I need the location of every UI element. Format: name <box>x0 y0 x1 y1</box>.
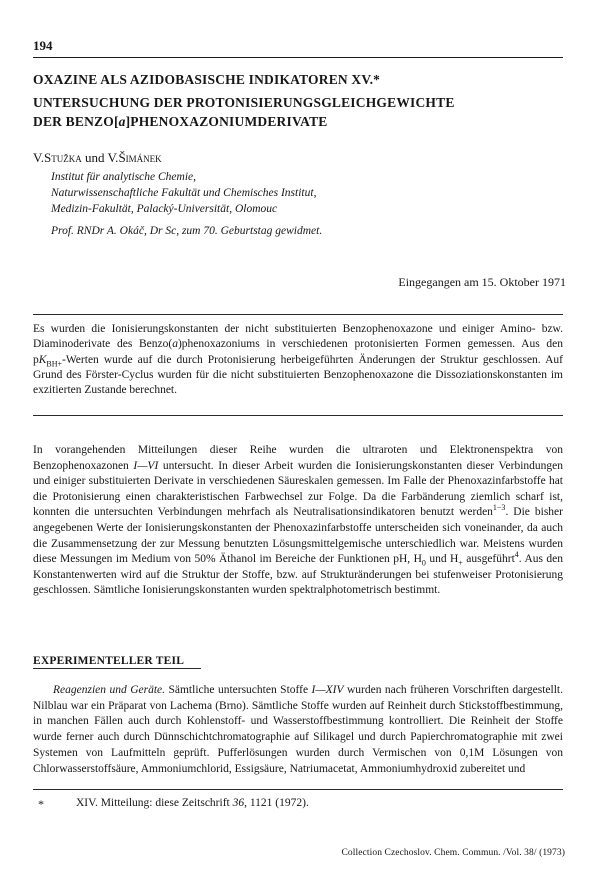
footnote-rule <box>33 789 563 790</box>
author-1-initial: V. <box>33 150 44 165</box>
compound-range: I—VI <box>133 459 159 472</box>
abstract-top-rule <box>33 314 563 315</box>
author-1-name: Stužka <box>43 150 82 165</box>
authors <box>33 150 162 166</box>
authors-connector: und <box>81 150 108 165</box>
abstract <box>33 322 563 398</box>
intro-text-4: und H <box>425 553 459 566</box>
affiliation-line-3: Medizin-Fakultät, Palacký-Universität, Olomouc <box>51 203 278 215</box>
author-2-initial: V. <box>107 150 119 165</box>
title-line-2: UNTERSUCHUNG DER PROTONISIERUNGSGLEICHGEWICHTE <box>33 95 455 110</box>
footnote-suffix: , 1121 (1972). <box>244 797 309 809</box>
experimental-text-2: wurden nach früheren Vorschriften dargestellt. Nilblau war ein Präparat von Lachema (Brno). Sämtliche Stoffe wurden auf Reinheit durch Stickstoffbestimmung, in manchen Fällen auch durch Kohlenstoff- und Wasserstoffbestimmung kontrolliert. Die Reinheit der Stoffe wurde ferner auch durch Dünnschichtchromatographie auf Silikagel und durch Papierchromatographie mit zwei Systemen von Laufmitteln geprüft. Pufferlösungen wurden durch Vermischen von 0,1 <box>33 684 563 759</box>
intro-text-5: ausgeführt <box>462 553 515 566</box>
pk-subscript: BH+ <box>46 358 63 368</box>
pk-symbol: K <box>38 353 47 366</box>
journal-footer: Collection Czechoslov. Chem. Commun. /Vol. 38/ (1973) <box>341 848 565 858</box>
received-date: Eingegangen am 15. Oktober 1971 <box>398 275 566 289</box>
title-line-3 <box>33 114 328 130</box>
section-heading: EXPERIMENTELLER TEIL <box>33 655 185 667</box>
abstract-italic-a: a <box>172 338 178 351</box>
title-line-3-italic: a <box>118 114 126 129</box>
title-line-1: OXAZINE ALS AZIDOBASISCHE INDIKATOREN XV.* <box>33 72 381 87</box>
paragraph-lead: Reagenzien und Geräte. <box>53 684 166 696</box>
intro-text-6: . Aus den Konstantenwerten wird auf die Struktur der Stoffe, bzw. auf Strukturänderungen bei stufenweiser Protonisierung geschlossen. Sämtliche Ionisierungskonstanten wurden spektralphotometrisch bestimmt. <box>33 553 563 597</box>
abstract-bottom-rule <box>33 415 563 416</box>
footnote-prefix: XIV. Mitteilung: diese Zeitschrift <box>76 797 233 809</box>
header-rule <box>33 57 563 58</box>
abstract-text-1: Es wurden die Ionisierungskonstanten der nicht substituierten Benzophenoxazone und einiger Amino- bzw. Diaminoderivate des Benzo( <box>33 323 563 351</box>
affiliation-line-1: Institut für analytische Chemie, <box>51 171 197 183</box>
intro-text-3: . Die bisher angegebenen Werte der Ionisierungskonstanten der Phenoxazinfarbstoffe unterscheiden sich voneinander, da auch die Zusammensetzung der zur Messung benutzten Lösungsmittelgemische unterschiedlich war. Meistens wurden diese Messungen im Medium von 50% Äthanol im Bereiche der Funktionen pH, H <box>33 506 563 566</box>
author-2-name: Šimánek <box>118 150 162 165</box>
compound-range-2: I—XIV <box>311 684 344 696</box>
intro-text-1: In vorangehenden Mitteilungen dieser Reihe wurden die ultraroten und Elektronenspektra von Benzophenoxazonen <box>33 444 563 472</box>
title-line-3-prefix: DER BENZO[ <box>33 114 119 129</box>
footnote-volume: 36 <box>232 797 245 809</box>
affiliation-line-2: Naturwissenschaftliche Fakultät und Chemisches Institut, <box>51 187 317 199</box>
experimental-text-1: Sämtliche untersuchten Stoffe <box>165 684 312 696</box>
experimental-text-3: Lösungen von Chlorwasserstoffsäure, Ammoniumchlorid, Essigsäure, Natriumacetat, Ammoniumhydroxid zubereitet und <box>33 746 564 775</box>
abstract-text-2: )phenoxazoniums in verschiedenen protonisierten Formen gemessen. Aus den p <box>33 338 563 366</box>
intro-text-2: untersucht. In dieser Arbeit wurden die Ionisierungskonstanten dieser Verbindungen und einiger substituierten Derivate in verschiedenen Säureskalen gemessen. Im Falle der Phenoxazinfarbstoffe hat die Protonisierung einen charakteristischen Farbwechsel zur Folge. Da die Farbänderung ziemlich scharf ist, konnten die untersuchten Verbindungen mehrfach als Neutralisationsindikatoren benutzt werden <box>33 459 563 519</box>
section-heading-rule <box>33 668 201 669</box>
dedication: Prof. RNDr A. Okáč, Dr Sc, zum 70. Geburtstag gewidmet. <box>51 225 323 237</box>
experimental-paragraph <box>33 683 563 777</box>
title-line-3-suffix: ]PHENOXAZONIUMDERIVATE <box>125 114 328 129</box>
abstract-text-3: -Werten wurde auf die durch Protonisierung herbeigeführten Änderungen der Struktur geschlossen. Auf Grund des Förster-Cyclus wurden für die nicht substituierten Benzophenoxazone die Dissoziationskonstanten im exzitierten Zustande berechnet. <box>33 353 563 397</box>
introduction-paragraph <box>33 443 563 599</box>
h0-subscript: 0 <box>421 558 426 568</box>
footnote-text <box>76 797 309 809</box>
reference-superscript: 1−3 <box>492 503 506 513</box>
footnote-mark: * <box>38 797 44 811</box>
page-number: 194 <box>33 38 53 53</box>
reference-superscript-2: 4 <box>514 550 519 560</box>
molar-unit: M <box>474 746 485 759</box>
hplus-subscript: + <box>458 558 463 568</box>
